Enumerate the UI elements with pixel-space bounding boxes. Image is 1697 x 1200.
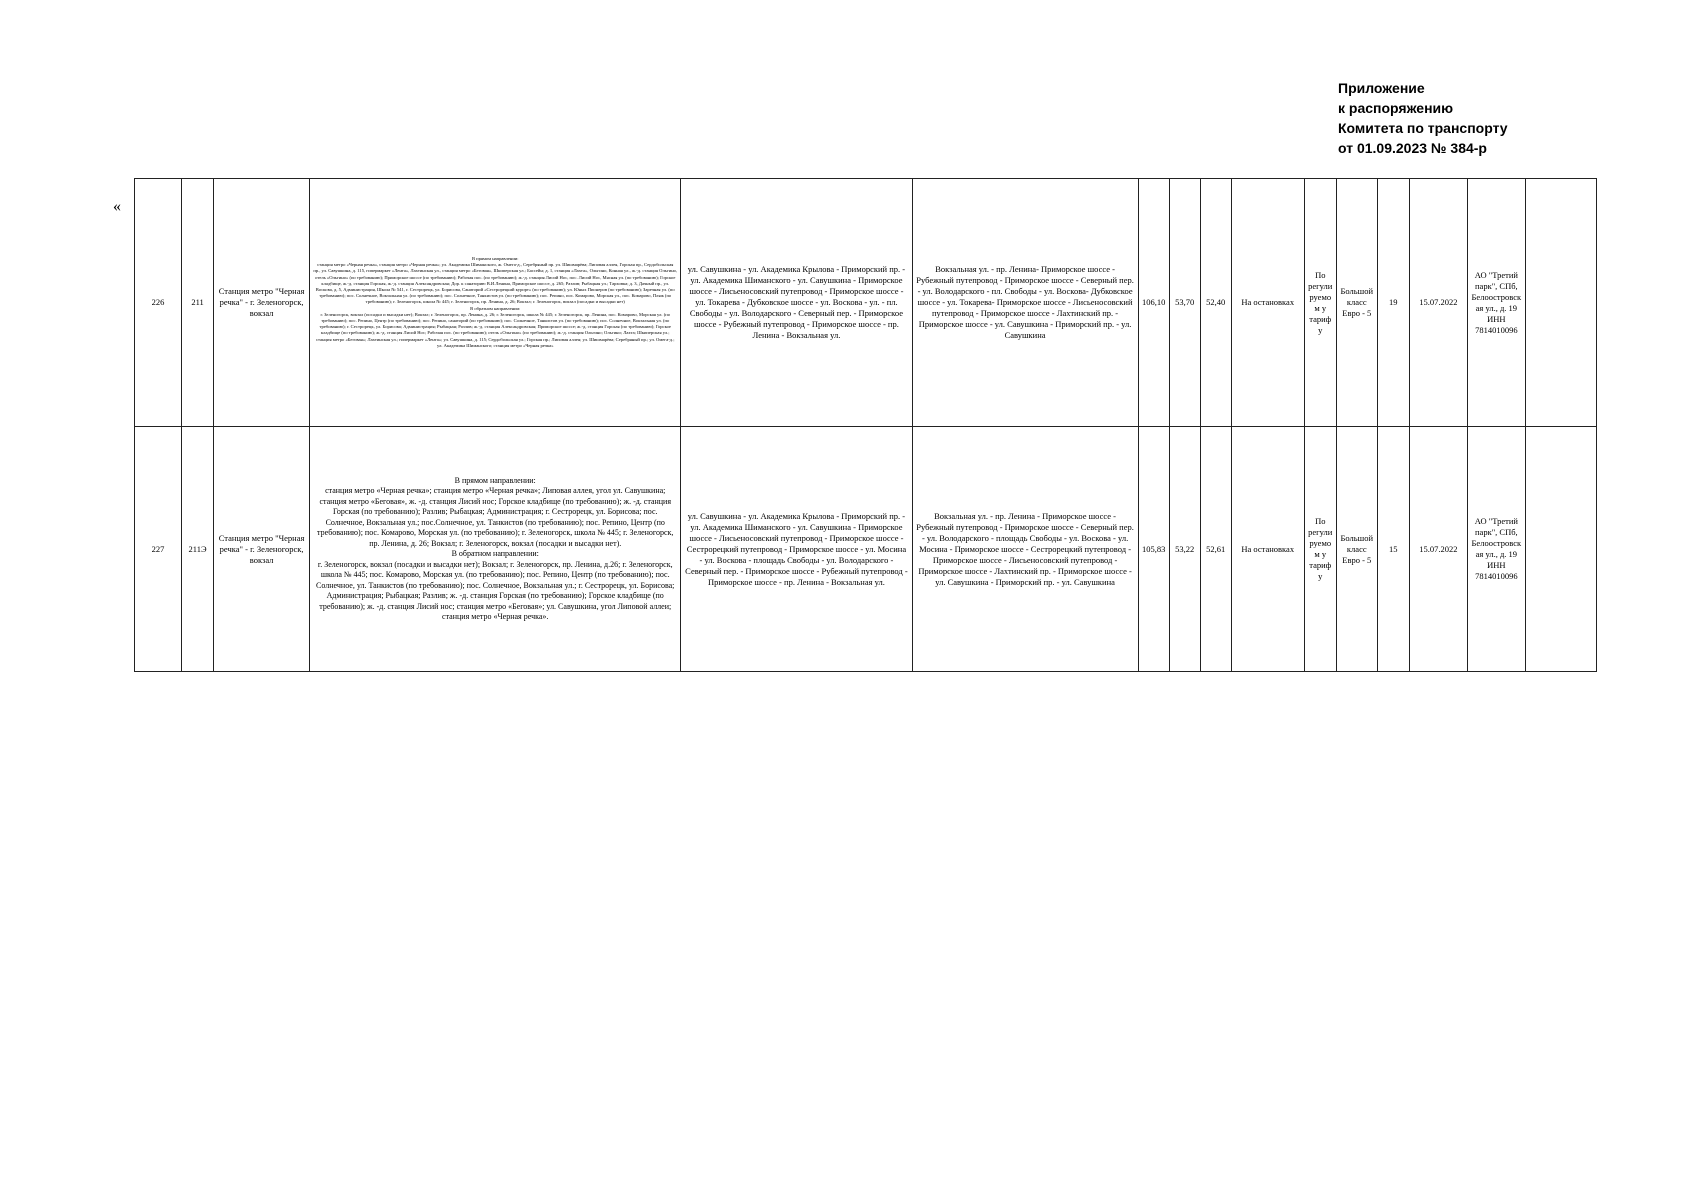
path-backward: Вокзальная ул. - пр. Ленина - Приморское шоссе - Рубежный путепровод - Приморское шоссе - Северный пер. - ул. Володарского - площадь Свободы - ул. Воскова - ул. Мосина - Приморское шоссе - Сестрорецкий путепровод - Приморское шоссе - Лисьеносовский путепровод - Приморское шоссе - Лахтинский пр. - Приморское шоссе - ул. Савушкина - Приморский пр. - ул. Савушкина bbox=[912, 427, 1138, 672]
route-name: Станция метро "Черная речка" - г. Зеленогорск, вокзал bbox=[214, 427, 310, 672]
carrier-info: АО "Третий парк", СПб, Белоостровская ул., д. 19 ИНН 7814010096 bbox=[1467, 179, 1525, 427]
path-forward: ул. Савушкина - ул. Академика Крылова - Приморский пр. - ул. Академика Шиманского - ул. Савушкина - Приморское шоссе - Лисьеносовский путепровод - Приморское шоссе - Сестрорецкий путепровод - Приморское шоссе - ул. Мосина - ул. Воскова - площадь Свободы - ул. Володарского - Северный пер. - Приморское шоссе - Рубежный путепровод - Приморское шоссе - пр. Ленина - Вокзальная ул. bbox=[681, 427, 912, 672]
stops-backward-heading: В обратном направлении: bbox=[470, 305, 521, 311]
stop-mode: На остановках bbox=[1231, 427, 1304, 672]
appendix-line-4: от 01.09.2023 № 384-р bbox=[1338, 140, 1487, 156]
path-forward: ул. Савушкина - ул. Академика Крылова - Приморский пр. - ул. Академика Шиманского - ул. Савушкина - Приморское шоссе - Лисьеносовский путепровод - Приморское шоссе - ул. Токарева - Дубковское шоссе - ул. Воскова - ул. - пл. Свободы - ул. Володарского - Северный пер. - Приморское шоссе - Рубежный путепровод - Приморское шоссе - пр. Ленина - Вокзальная ул. bbox=[681, 179, 912, 427]
vehicle-count: 19 bbox=[1377, 179, 1409, 427]
stops-backward: г. Зеленогорск, вокзал (посадки и высадки нет); Вокзал; г. Зеленогорск, пр. Ленина, д.26; г. Зеленогорск, школа № 445; пос. Комарово, Морская ул. (по требованию); пос. Репино, Центр (по требованию); пос. Солнечное, ул. Танкистов (по требованию); пос. Солнечное, Вокзальная ул.; г. Сестрорецк, ул. Борисова; Администрация; Рыбацкая; Разлив; ж. -д. станция Горская (по требованию); Горское кладбище (по требованию); ж. -д. станция Лисий нос; станция метро «Беговая»; ул. Савушкина, угол Липовой аллеи; станция метро «Черная речка». bbox=[316, 559, 675, 621]
carrier-info: АО "Третий парк", СПб, Белоостровская ул., д. 19 ИНН 7814010096 bbox=[1467, 427, 1525, 672]
route-number: 211 bbox=[182, 179, 214, 427]
table-row bbox=[135, 179, 1597, 427]
stop-mode: На остановках bbox=[1231, 179, 1304, 427]
length-total: 105,83 bbox=[1138, 427, 1169, 672]
routes-table bbox=[134, 178, 1597, 672]
route-number: 211Э bbox=[182, 427, 214, 672]
table-row bbox=[135, 427, 1597, 672]
stops-forward-heading: В прямом направлении: bbox=[471, 255, 519, 261]
stops-forward: станция метро «Черная речка»; станция метро «Черная речка»; Липовая аллея, угол ул. Савушкина; станция метро «Беговая», ж. -д. станция Лисий нос; Горское кладбище (по требованию); ж. -д. станция Горская (по требованию); Разлив; Рыбацкая; Администрация; г. Сестрорецк, ул. Борисова; пос. Солнечное, Вокзальная ул.; пос.Солнечное, ул. Танкистов (по требованию); пос. Репино, Центр (по требованию); пос. Комарово, Морская ул. (по требованию); г. Зеленогорск, школа № 445; г. Зеленогорск, пр. Ленина, д. 26; Вокзал; г. Зеленогорск, вокзал (посадки и высадки нет). bbox=[317, 486, 674, 548]
length-forward: 53,70 bbox=[1169, 179, 1200, 427]
stops-list bbox=[310, 179, 681, 427]
start-date: 15.07.2022 bbox=[1409, 427, 1467, 672]
row-number: 227 bbox=[135, 427, 182, 672]
appendix-line-2: к распоряжению bbox=[1338, 100, 1454, 116]
vehicle-class: Большой класс Евро - 5 bbox=[1336, 179, 1377, 427]
tariff-type: По регули руемом у тарифу bbox=[1304, 427, 1336, 672]
extra-cell bbox=[1525, 179, 1596, 427]
appendix-header bbox=[1338, 78, 1638, 158]
vehicle-class: Большой класс Евро - 5 bbox=[1336, 427, 1377, 672]
route-name: Станция метро "Черная речка" - г. Зеленогорск, вокзал bbox=[214, 179, 310, 427]
length-total: 106,10 bbox=[1138, 179, 1169, 427]
length-forward: 53,22 bbox=[1169, 427, 1200, 672]
tariff-type: По регули руемом у тарифу bbox=[1304, 179, 1336, 427]
opening-quote-mark: « bbox=[113, 198, 121, 215]
vehicle-count: 15 bbox=[1377, 427, 1409, 672]
stops-backward: г. Зеленогорск, вокзал (посадки и высадки нет); Вокзал; г. Зеленогорск, пр. Ленина, д. 26; г. Зеленогорск, школа № 445; г. Зеленогорск, пр. Ленина, пос. Комарово, Морская ул. (по требованию); пос. Репино, Центр (по требованию); пос. Репино, санаторий (по требованию); пос. Солнечное, Танкистов ул. (по требованию); пос. Солнечное, Вокзальная ул. (по требованию); г. Сестрорецк, ул. Борисова; Администрация; Рыбацкая; Разлив; ж.-д. станция Александровская; Приморское шоссе; ж.-д. станция Горская (по требованию); Горское кладбище (по требованию); ж.-д. станция Лисий Нос; Рабочая пос. (по требованию); отель «Ольгино» (по требованию); ж.-д. станция Ольгино; Ольгино; Лахта; Шкиперская ул.; станция метро «Беговая»; Лахтинская ул.; гипермаркет «Лента»; ул. Савушкина, д. 115; Сердобольская ул.; Горская пр.; Липовая аллея; ул. Шишмарёва; Серебряный пр.; ул. Омега-д.; ул. Академика Шиманского; станция метро «Черная речка» bbox=[315, 311, 675, 348]
stops-forward: станция метро «Черная речка», станция метро «Черная речка»; ул. Академика Шиманского, ж. Омега-д., Серебряный пр. ул. Шишмарёва; Липовая аллея, Горская пр., Сердобольская пр., ул. Савушкина, д. 115, гипермаркет «Лента», Лахтинская ул., станция метро «Беговая», Шкиперская ул.; Бассейн; д. 1, станция «Лахта», Ольгино, Конная ул., ж.-д. станция Ольгино, отель «Ольгино» (по требованию); Приморское шоссе (по требованию); Рабочая пос. (по требованию); ж.-д. станция Лисий Нос, пос. Лисий Нос, Мясная ул. (по требованию); Горское кладбище, ж.-д. станция Горская, ж.-д. станция Александровская; Дор. к санаторию В.И.Ленина, Приморское шоссе, д. 265; Разлив; Рыбацкая ул.; Тарховка; д. 3, Дачный пр., ул. Воскова, д. 5, Администрация, Школа № 541, г. Сестрорецк, ул. Борисова, Санаторий «Сестрорецкий курорт» (по требованию); ул. Юных Пионеров (по требованию); Заречная ул. (по требованию); пос. Солнечное, Вокзальная ул. (по требованию); пос. Солнечное, Танкистов ул. (по требованию); пос. Репино, пос. Комарово, Морская ул., пос. Комарово, Пляж (по требованию); г. Зеленогорск, школа № 445; г. Зеленогорск, пр. Ленина, д. 26; Вокзал; г. Зеленогорск, вокзал (посадки и высадки нет) bbox=[313, 262, 678, 305]
length-backward: 52,61 bbox=[1200, 427, 1231, 672]
appendix-line-3: Комитета по транспорту bbox=[1338, 120, 1508, 136]
path-backward: Вокзальная ул. - пр. Ленина- Приморское шоссе - Рубежный путепровод - Приморское шоссе - Северный пер. - ул. Володарского - пл. Свободы - ул. Воскова- Дубковское шоссе - ул. Токарева- Приморское шоссе - Лисьеносовский путепровод - Приморское шоссе - Лахтинский пр. - Приморское шоссе - ул. Савушкина - Приморский пр. - ул. Савушкина bbox=[912, 179, 1138, 427]
start-date: 15.07.2022 bbox=[1409, 179, 1467, 427]
length-backward: 52,40 bbox=[1200, 179, 1231, 427]
stops-list bbox=[310, 427, 681, 672]
stops-forward-heading: В прямом направлении: bbox=[454, 475, 536, 485]
row-number: 226 bbox=[135, 179, 182, 427]
appendix-line-1: Приложение bbox=[1338, 80, 1425, 96]
extra-cell bbox=[1525, 427, 1596, 672]
stops-backward-heading: В обратном направлении: bbox=[451, 549, 539, 558]
